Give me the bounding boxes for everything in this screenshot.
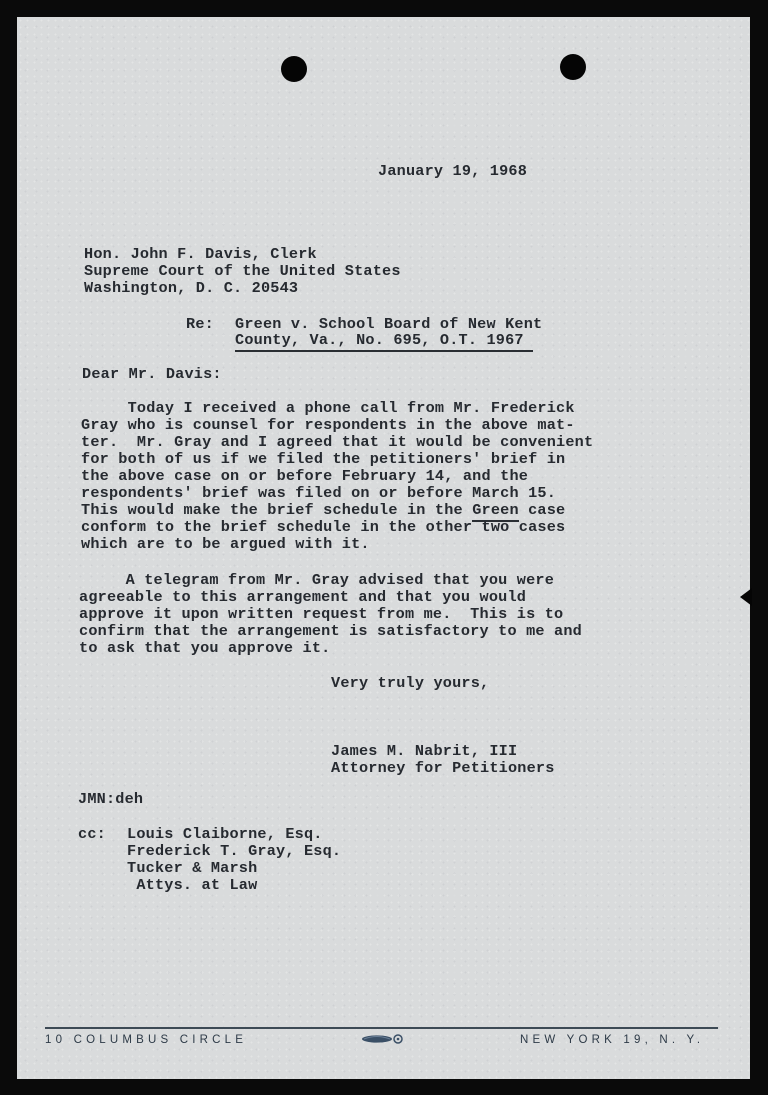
addressee-line: Supreme Court of the United States <box>84 262 401 280</box>
body-line <box>81 502 565 519</box>
cc-label: cc: <box>78 825 106 843</box>
body-line: the above case on or before February 14, and the <box>81 467 529 485</box>
punch-hole <box>281 56 307 82</box>
body-line: which are to be argued with it. <box>81 535 370 553</box>
signer-name: James M. Nabrit, III <box>331 742 518 760</box>
addressee-line: Hon. John F. Davis, Clerk <box>84 245 317 263</box>
letterhead-emblem-icon <box>360 1032 408 1046</box>
cc-recipient: Frederick T. Gray, Esq. <box>127 842 342 860</box>
re-subject-line-underlined <box>235 332 533 349</box>
body-line: respondents' brief was filed on or before March 15. <box>81 484 557 502</box>
body-line: approve it upon written request from me. This is to <box>79 605 564 623</box>
body-line: for both of us if we filed the petitioners' brief in <box>81 450 566 468</box>
case-name-underlined: Green <box>472 501 519 522</box>
addressee-line: Washington, D. C. 20543 <box>84 279 299 297</box>
closing: Very truly yours, <box>331 674 490 692</box>
cc-recipient: Attys. at Law <box>127 876 258 894</box>
body-line: agreeable to this arrangement and that you would <box>79 588 527 606</box>
re-label: Re: <box>186 315 214 333</box>
body-line: confirm that the arrangement is satisfactory to me and <box>79 622 582 640</box>
body-line: A telegram from Mr. Gray advised that you were <box>79 571 555 589</box>
punch-hole <box>560 54 586 80</box>
letter-date: January 19, 1968 <box>378 162 528 180</box>
footer-city: NEW YORK 19, N. Y. <box>520 1034 705 1046</box>
body-line: conform to the brief schedule in the other two cases <box>81 518 566 536</box>
signer-title: Attorney for Petitioners <box>331 759 555 777</box>
footer-address: 10 COLUMBUS CIRCLE <box>45 1034 248 1046</box>
body-line: ter. Mr. Gray and I agreed that it would be convenient <box>81 433 594 451</box>
body-line: Today I received a phone call from Mr. Frederick <box>81 399 575 417</box>
re-subject-line: Green v. School Board of New Kent <box>235 315 543 333</box>
body-line-text: This would make the brief schedule in the <box>81 501 473 519</box>
cc-recipient: Louis Claiborne, Esq. <box>127 825 323 843</box>
body-line: Gray who is counsel for respondents in the above mat- <box>81 416 575 434</box>
body-line: to ask that you approve it. <box>79 639 331 657</box>
cc-recipient: Tucker & Marsh <box>127 859 258 877</box>
typist-initials: JMN:deh <box>78 790 144 808</box>
salutation: Dear Mr. Davis: <box>82 365 222 383</box>
re-case-number: County, Va., No. 695, O.T. 1967 <box>235 331 524 352</box>
paper-notch <box>740 588 752 606</box>
body-line-text: case <box>528 501 566 519</box>
footer-rule <box>45 1027 718 1029</box>
